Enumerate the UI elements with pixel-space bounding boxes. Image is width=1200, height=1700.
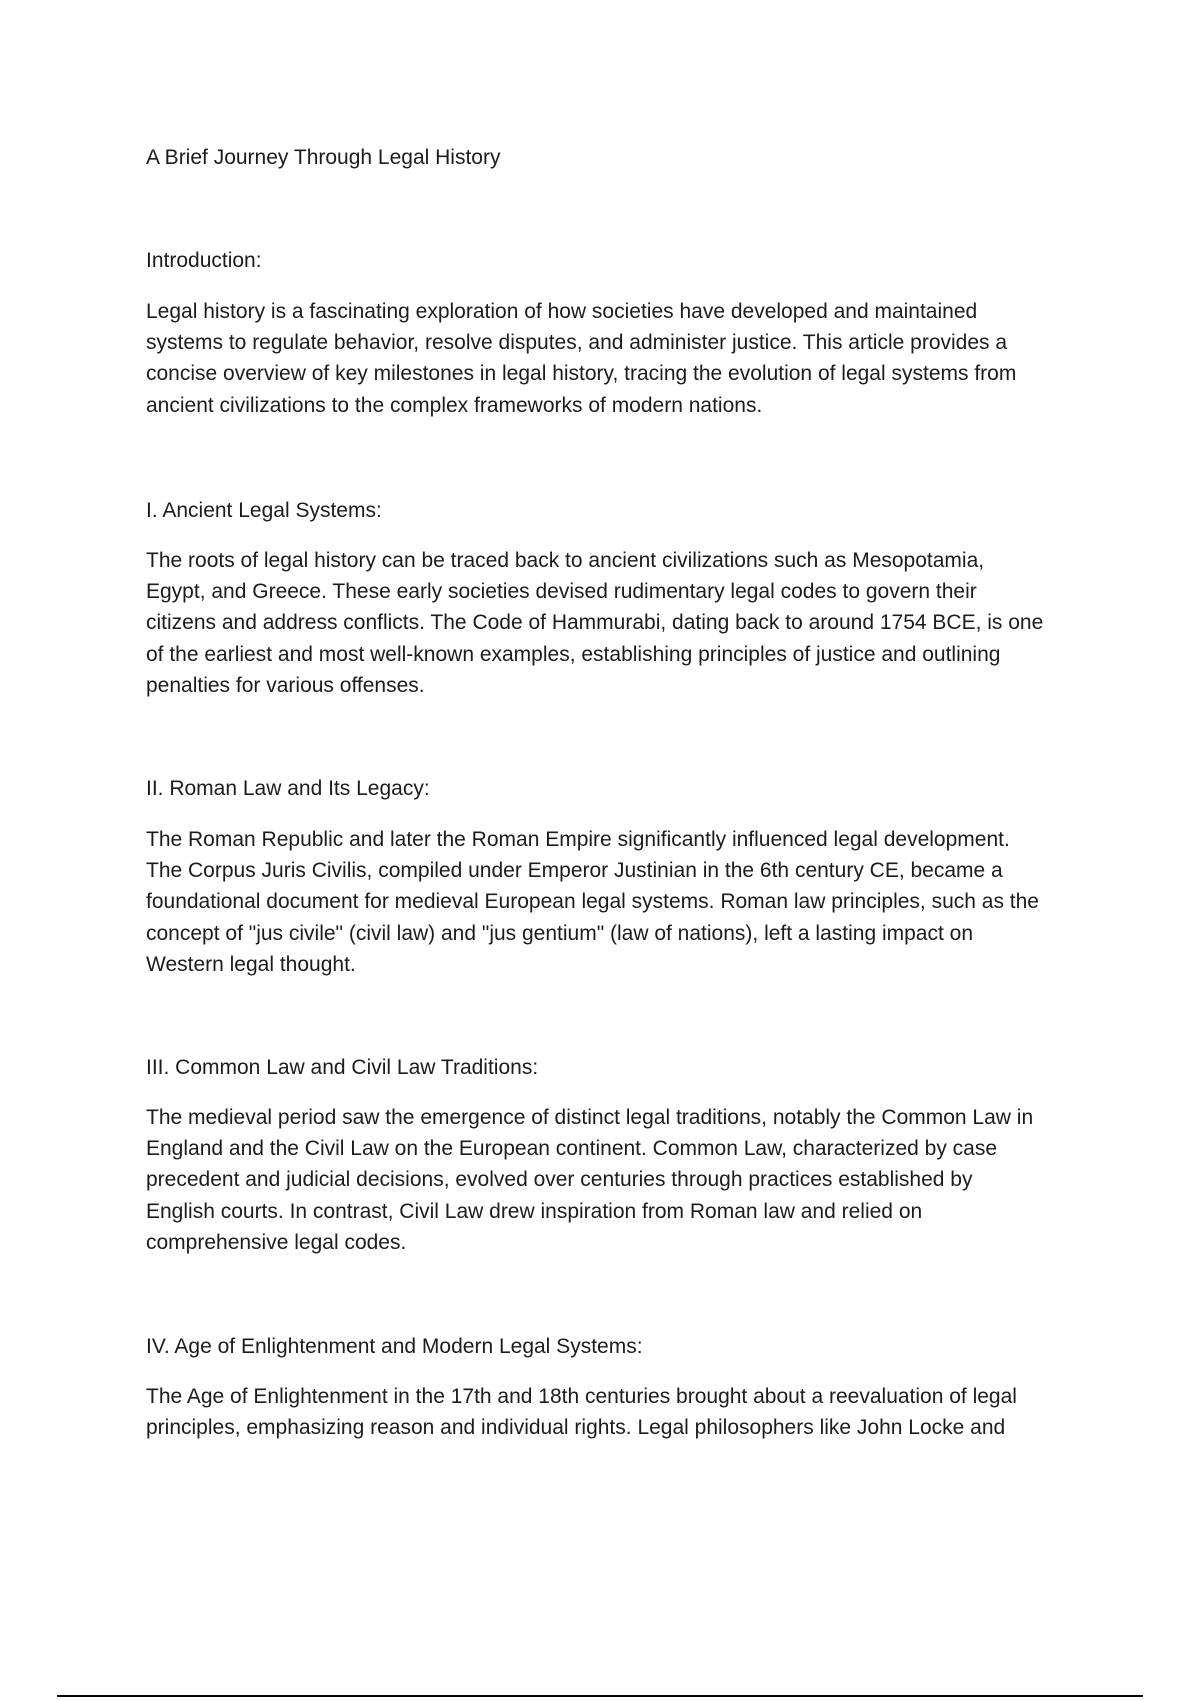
section-heading-common-civil-law: III. Common Law and Civil Law Traditions: xyxy=(146,1056,539,1079)
section-paragraph-roman-law xyxy=(146,824,1096,980)
paragraph-line: foundational document for medieval European legal systems. Roman law principles, such as the xyxy=(146,890,1039,914)
paragraph-line: of the earliest and most well-known examples, establishing principles of justice and outlining xyxy=(146,642,1001,666)
section-paragraph-enlightenment xyxy=(146,1381,1096,1443)
paragraph-line: English courts. In contrast, Civil Law drew inspiration from Roman law and relied on xyxy=(146,1199,923,1223)
paragraph-line: concept of "jus civile" (civil law) and "jus gentium" (law of nations), left a lasting impact on xyxy=(146,921,974,945)
section-paragraph-ancient-legal-systems xyxy=(146,545,1096,701)
paragraph-line: The Age of Enlightenment in the 17th and 18th centuries brought about a reevaluation of legal xyxy=(146,1385,1017,1408)
paragraph-line: principles, emphasizing reason and individual rights. Legal philosophers like John Locke and xyxy=(146,1416,1006,1440)
paragraph-line: Egypt, and Greece. These early societies devised rudimentary legal codes to govern their xyxy=(146,580,977,604)
paragraph-line: comprehensive legal codes. xyxy=(146,1230,407,1254)
section-heading-roman-law: II. Roman Law and Its Legacy: xyxy=(146,777,430,800)
section-paragraph-common-civil-law xyxy=(146,1102,1096,1258)
paragraph-line: Legal history is a fascinating exploration of how societies have developed and maintained xyxy=(146,300,978,323)
paragraph-line: The Corpus Juris Civilis, compiled under Emperor Justinian in the 6th century CE, became a xyxy=(146,859,1003,883)
paragraph-line: England and the Civil Law on the European continent. Common Law, characterized by case xyxy=(146,1137,998,1161)
section-heading-introduction: Introduction: xyxy=(146,249,262,272)
paragraph-line: precedent and judicial decisions, evolved over centuries through practices established by xyxy=(146,1168,973,1192)
paragraph-line: citizens and address conflicts. The Code of Hammurabi, dating back to around 1754 BCE, is one xyxy=(146,611,1044,635)
paragraph-line: The medieval period saw the emergence of distinct legal traditions, notably the Common Law in xyxy=(146,1106,1034,1129)
paragraph-line: ancient civilizations to the complex frameworks of modern nations. xyxy=(146,393,763,417)
page-bottom-rule xyxy=(57,1695,1143,1697)
paragraph-line: penalties for various offenses. xyxy=(146,673,425,697)
document-title: A Brief Journey Through Legal History xyxy=(146,146,501,169)
section-heading-enlightenment: IV. Age of Enlightenment and Modern Legal Systems: xyxy=(146,1335,643,1358)
paragraph-line: systems to regulate behavior, resolve disputes, and administer justice. This article provides a xyxy=(146,331,1008,355)
paragraph-line: concise overview of key milestones in legal history, tracing the evolution of legal systems from xyxy=(146,362,1017,386)
paragraph-line: The Roman Republic and later the Roman Empire significantly influenced legal development. xyxy=(146,828,1010,851)
section-heading-ancient-legal-systems: I. Ancient Legal Systems: xyxy=(146,499,382,522)
section-paragraph-introduction xyxy=(146,296,1096,421)
paragraph-line: Western legal thought. xyxy=(146,952,356,976)
paragraph-line: The roots of legal history can be traced back to ancient civilizations such as Mesopotamia, xyxy=(146,549,985,572)
